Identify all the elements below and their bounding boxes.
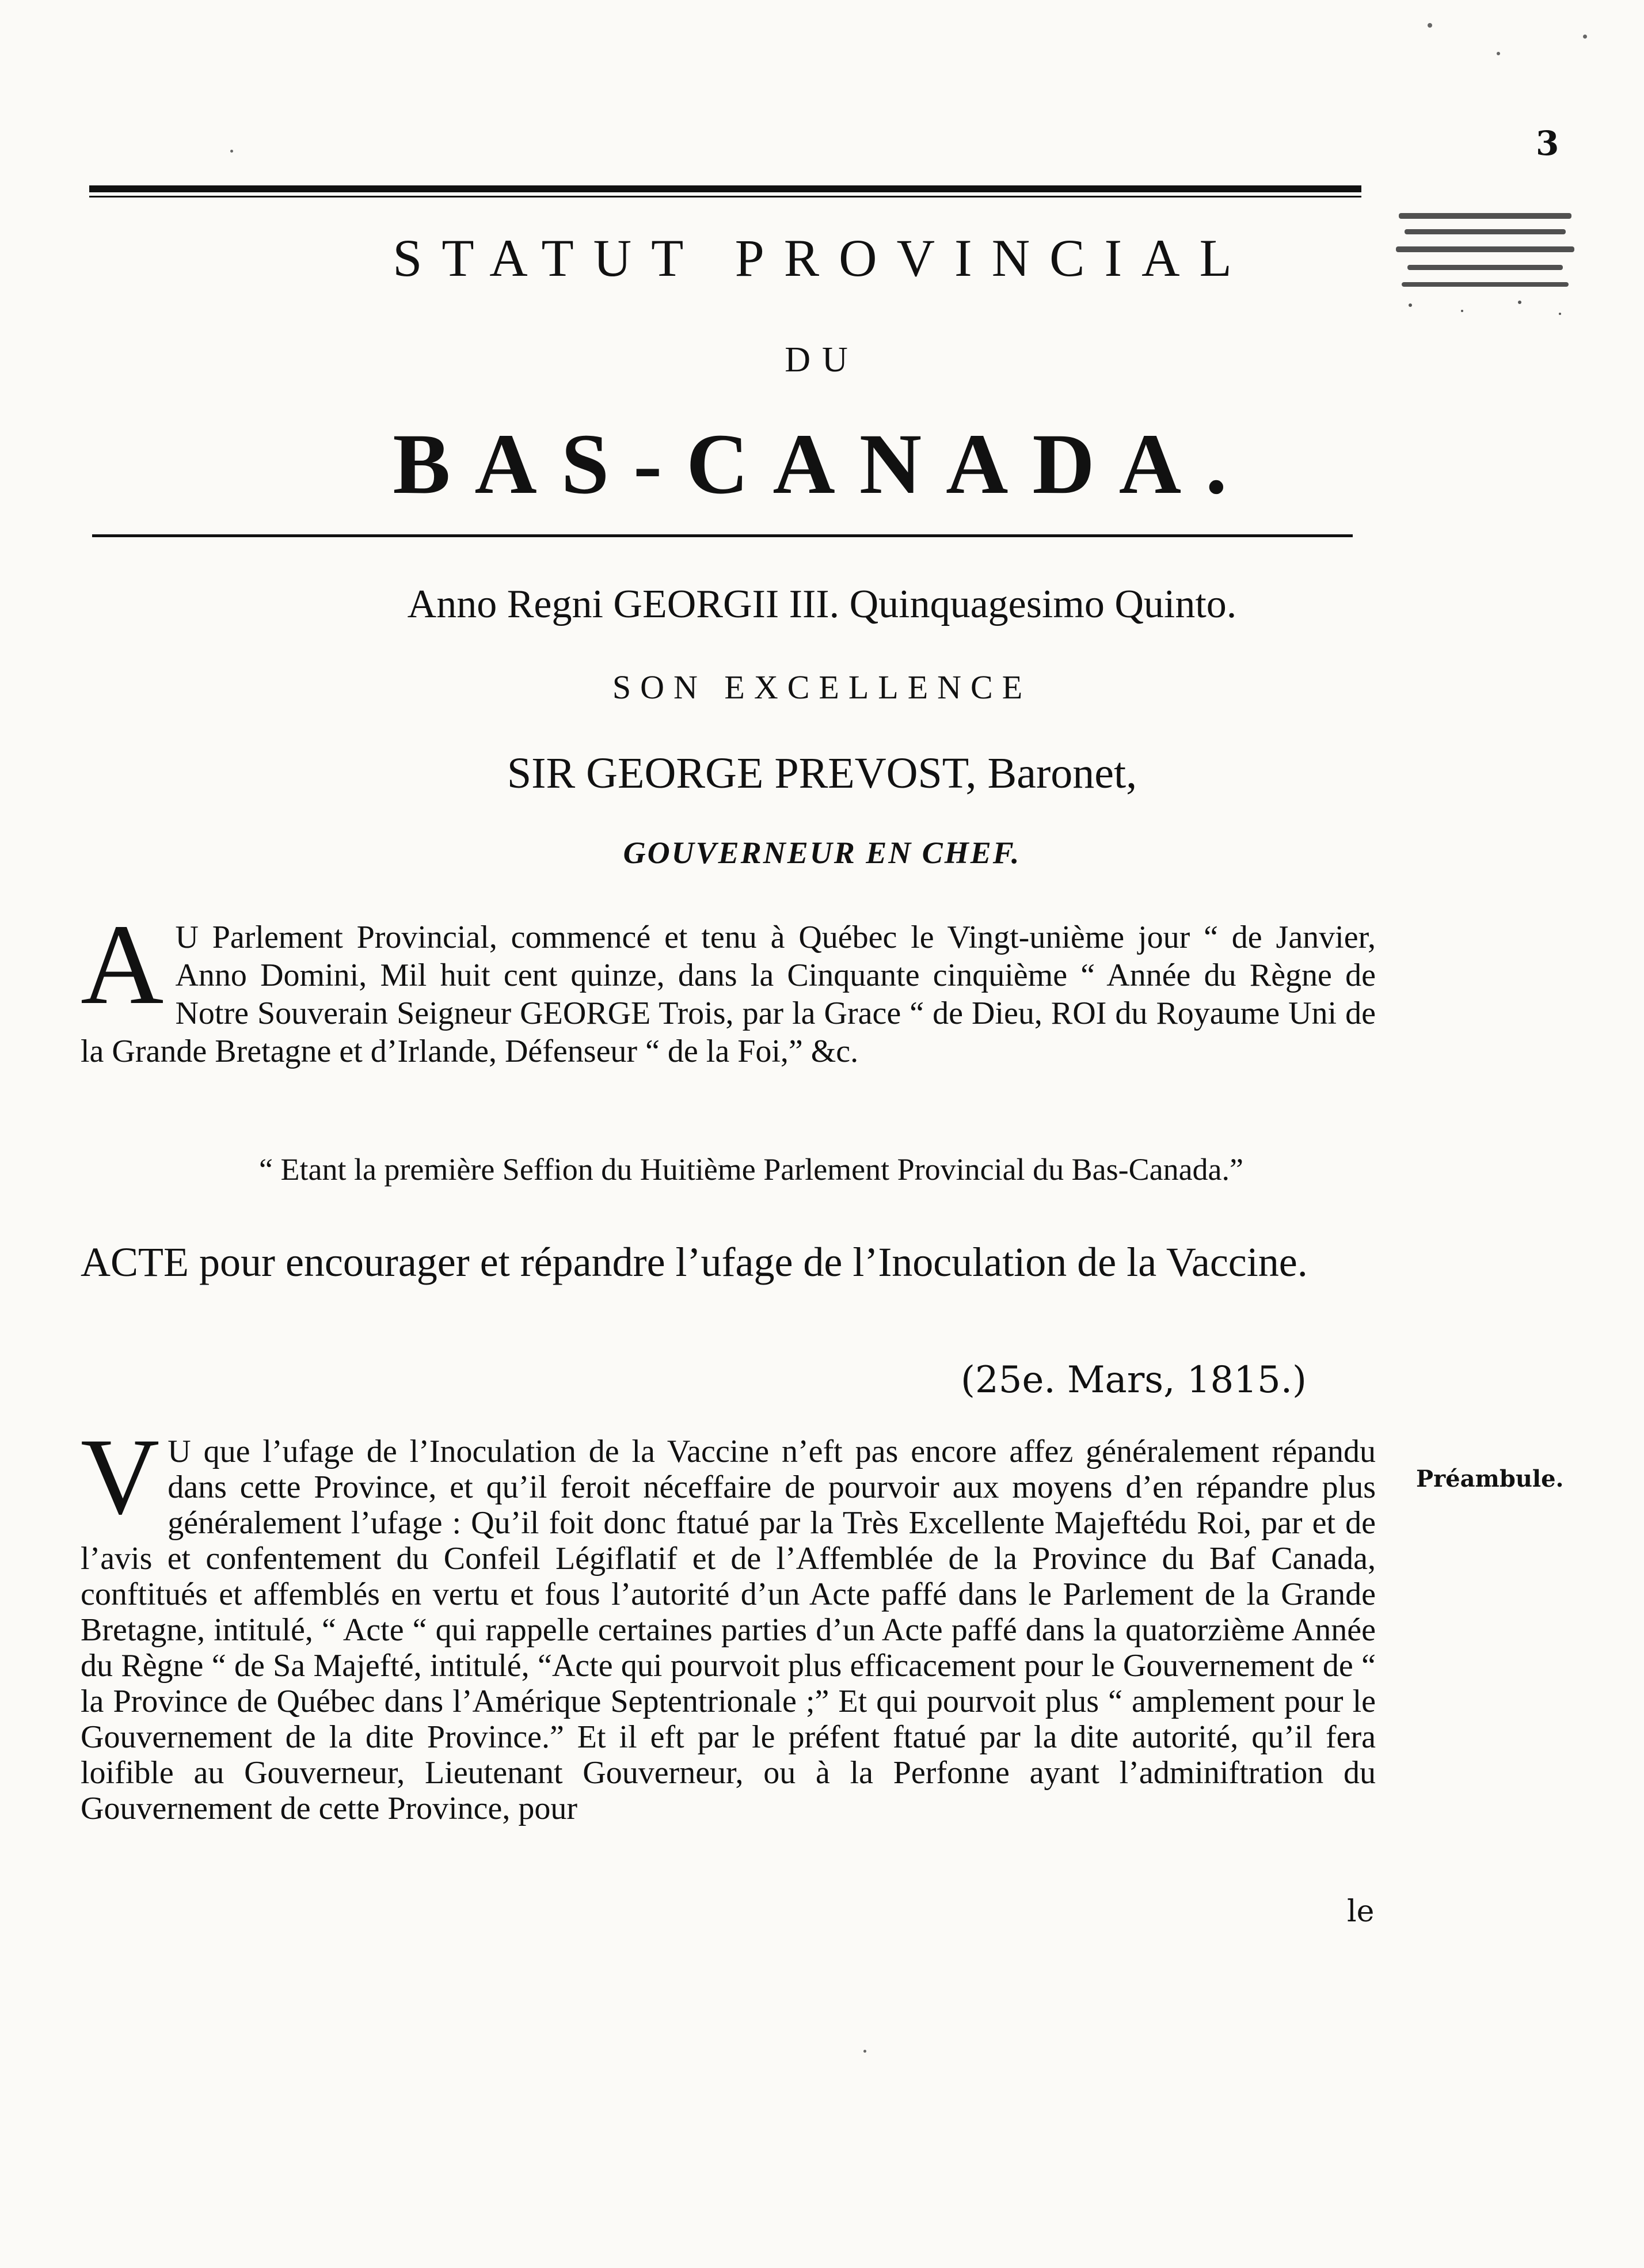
speck <box>1497 52 1500 55</box>
speck <box>230 150 233 153</box>
act-title: ACTE pour encourager et répandre l’ufage de l’Inoculation de la Vaccine. <box>81 1239 1308 1285</box>
title-line-1: STATUT PROVINCIAL <box>393 229 1251 287</box>
speck <box>863 2050 866 2053</box>
act-date: (25e. Mars, 1815.) <box>961 1359 1307 1401</box>
governor-title: GOUVERNEUR EN CHEF. <box>623 835 1021 870</box>
act-body-text: U que l’ufage de l’Inoculation de la Vaccine n’eft pas encore affez généralement répandu dans cette Province, et qu’il feroit néceffaire de pourvoir aux moyens d’en répandre plus généralement l’ufage : Qu’il foit donc ftatué par la Très Excellente Majeftédu Roi, par et de l’avis et confentement du Confeil Légiflatif et de l’Affemblée de la Province du Baf Canada, conftitués et affemblés en vertu et fous l’autorité d’un Acte paffé dans le Parlement de la Grande Bretagne, intitulé, “ Acte “ qui rappelle certaines parties d’un Acte paffé dans la quatorzième Année du Règne “ de Sa Majefté, intitulé, “Acte qui pourvoit plus efficacement pour le Gouvernement de “ la Province de Québec dans l’Amérique Septentrionale ;” Et qui pourvoit plus “ amplement pour le Gouvernement de la dite Province.” Et il eft par le préfent ftatué par la dite autorité, qu’il fera loifible au Gouverneur, Lieutenant Gouverneur, ou à la Perfonne ayant l’adminiftration du Gouvernement de cette Province, pour <box>81 1434 1376 1826</box>
preamble-intro <box>81 901 1376 1070</box>
preamble-intro-text: U Parlement Provincial, commencé et tenu à Québec le Vingt-unième jour “ de Janvier, Anno Domini, Mil huit cent quinze, dans la Cinquante cinquième “ Année du Règne de Notre Souverain Seigneur GEORGE Trois, par la Grace “ de Dieu, ROI du Royaume Uni de la Grande Bretagne et d’Irlande, Défenseur “ de la Foi,” &c. <box>81 920 1376 1069</box>
regnal-year: Anno Regni GEORGII III. Quinquagesimo Quinto. <box>407 582 1237 626</box>
governor-name: SIR GEORGE PREVOST, Baronet, <box>507 749 1137 797</box>
top-rule-thin <box>89 196 1361 197</box>
title-line-3: BAS-CANADA. <box>393 416 1251 512</box>
speck <box>1428 23 1432 28</box>
catchword: le <box>1347 1894 1375 1929</box>
top-rule <box>89 185 1361 192</box>
dropcap-a: A <box>81 901 164 1028</box>
title-rule <box>92 534 1353 537</box>
title-line-2: DU <box>785 340 859 379</box>
dropcap-v: V <box>81 1416 160 1537</box>
governor-excellence: SON EXCELLENCE <box>612 668 1032 706</box>
act-body <box>81 1416 1376 1826</box>
speck <box>1583 35 1587 39</box>
session-note: “ Etant la première Seffion du Huitième Parlement Provincial du Bas-Canada.” <box>259 1152 1243 1187</box>
page-number: 3 <box>1536 124 1559 163</box>
margin-note: Préambule. <box>1416 1465 1564 1492</box>
